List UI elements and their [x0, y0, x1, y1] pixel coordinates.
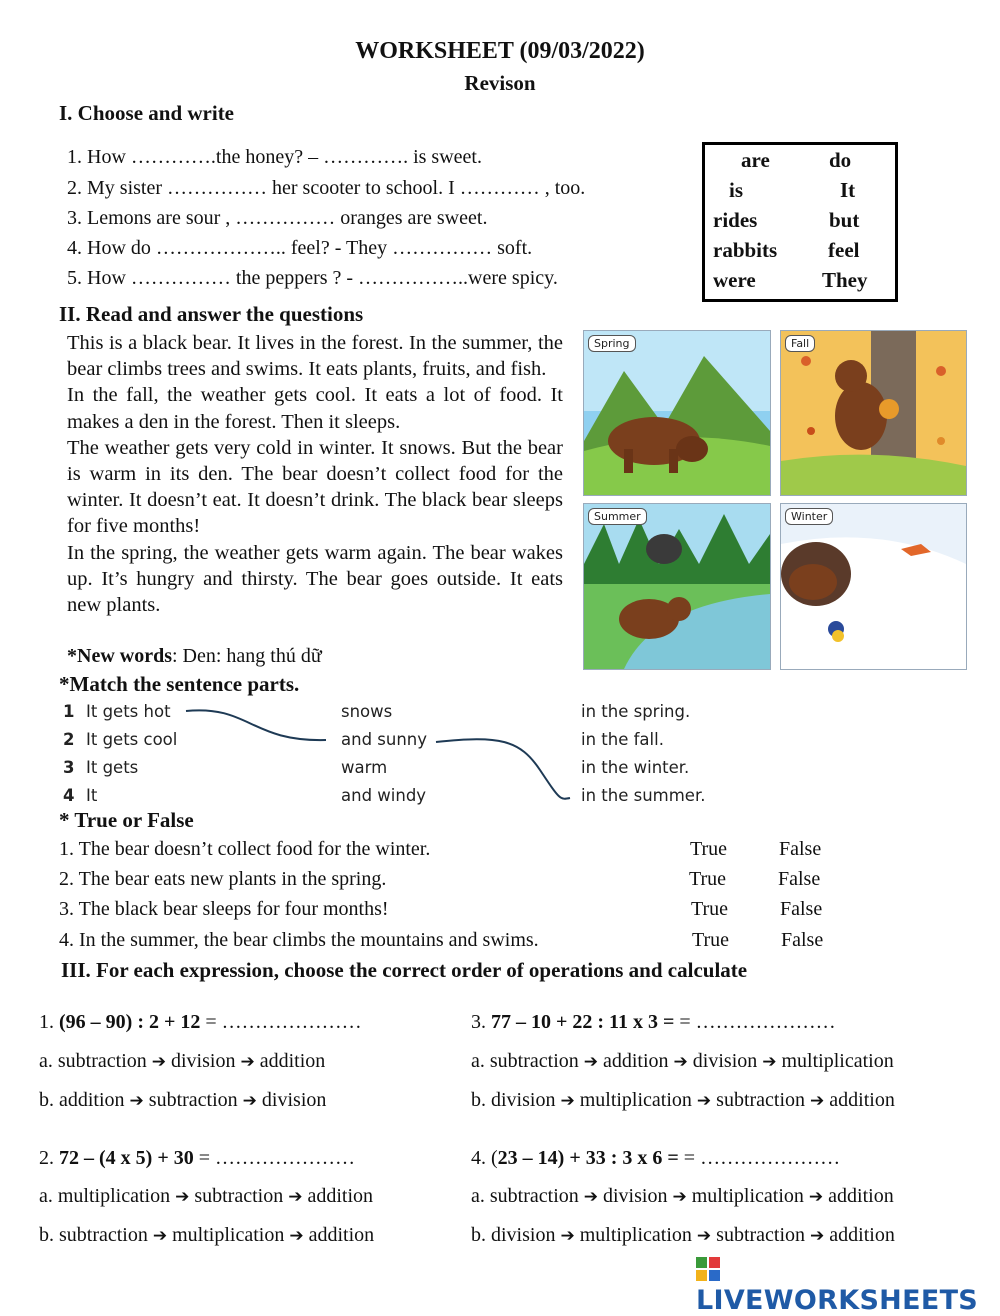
- arrow-right-icon: ➔: [289, 1226, 304, 1246]
- tf-item-4: 4. In the summer, the bear climbs the mountains and swims.: [59, 929, 539, 951]
- tf-false-4[interactable]: False: [781, 929, 824, 951]
- true-false-heading: * True or False: [59, 808, 194, 832]
- q4-expression: 4. (23 – 14) + 33 : 3 x 6 = = …………………: [471, 1147, 841, 1169]
- match-right-2: in the fall.: [581, 730, 664, 749]
- match-right-1: in the spring.: [581, 702, 691, 721]
- arrow-right-icon: ➔: [151, 1052, 166, 1072]
- arrow-right-icon: ➔: [175, 1187, 190, 1207]
- word-rabbits: rabbits: [713, 238, 778, 262]
- winter-label: Winter: [785, 508, 833, 525]
- arrow-right-icon: ➔: [762, 1052, 777, 1072]
- match-left-1: It gets hot: [86, 702, 171, 721]
- match-right-4: in the summer.: [581, 786, 706, 805]
- q1-expression: 1. (96 – 90) : 2 + 12 = …………………: [39, 1011, 362, 1033]
- match-left-num-1: 1: [63, 702, 75, 721]
- choose-line-3: 3. Lemons are sour , …………… oranges are sweet.: [67, 207, 488, 229]
- summer-label: Summer: [588, 508, 647, 525]
- match-line-2: [436, 739, 570, 799]
- liveworksheets-logo[interactable]: [696, 1254, 1000, 1316]
- match-left-num-4: 4: [63, 786, 75, 805]
- q2-option-b[interactable]: b. subtraction ➔ multiplication ➔ addition: [39, 1224, 375, 1246]
- fall-label: Fall: [785, 335, 815, 352]
- arrow-right-icon: ➔: [152, 1226, 168, 1246]
- arrow-right-icon: ➔: [810, 1226, 825, 1246]
- word-do: do: [829, 148, 852, 172]
- arrow-right-icon: ➔: [673, 1052, 688, 1072]
- new-words-label: *New words: [67, 645, 172, 667]
- tf-true-2[interactable]: True: [689, 868, 727, 890]
- q1-option-a[interactable]: a. subtraction ➔ division ➔ addition: [39, 1050, 326, 1072]
- liveworksheets-logo-text: LIVEWORKSHEETS: [696, 1285, 979, 1316]
- q3-expression: 3. 77 – 10 + 22 : 11 x 3 = = …………………: [471, 1011, 836, 1033]
- arrow-right-icon: ➔: [242, 1091, 257, 1111]
- q4-option-b[interactable]: b. division ➔ multiplication ➔ subtraction ➔ addition: [471, 1224, 895, 1246]
- section2-heading: II. Read and answer the questions: [59, 302, 364, 326]
- tf-true-3[interactable]: True: [691, 898, 729, 920]
- word-but: but: [829, 208, 860, 232]
- tf-false-3[interactable]: False: [780, 898, 823, 920]
- match-middle-2: and sunny: [341, 730, 428, 749]
- choose-line-5: 5. How …………… the peppers ? - ……………..were spicy.: [67, 267, 558, 289]
- match-middle-3: warm: [341, 758, 388, 777]
- choose-line-2: 2. My sister …………… her scooter to school. I ………… , too.: [67, 177, 586, 199]
- section1-heading: I. Choose and write: [59, 101, 235, 125]
- tf-true-4[interactable]: True: [692, 929, 730, 951]
- arrow-right-icon: ➔: [810, 1091, 825, 1111]
- word-were: were: [713, 268, 756, 292]
- match-left-3: It gets: [86, 758, 139, 777]
- choose-line-4: 4. How do ……………….. feel? - They …………… soft.: [67, 237, 533, 259]
- liveworksheets-logo-icon: [696, 1257, 720, 1281]
- word-is: is: [729, 178, 744, 202]
- q1-option-b[interactable]: b. addition ➔ subtraction ➔ division: [39, 1089, 327, 1111]
- tf-item-3: 3. The black bear sleeps for four months!: [59, 898, 389, 920]
- q3-option-b[interactable]: b. division ➔ multiplication ➔ subtraction ➔ addition: [471, 1089, 895, 1111]
- arrow-right-icon: ➔: [560, 1091, 575, 1111]
- word-rides: rides: [713, 208, 758, 232]
- tf-item-1: 1. The bear doesn’t collect food for the winter.: [59, 838, 431, 860]
- arrow-right-icon: ➔: [808, 1187, 824, 1207]
- word-feel: feel: [828, 238, 860, 262]
- word-they: They: [822, 268, 868, 292]
- tf-true-1[interactable]: True: [690, 838, 728, 860]
- passage-paragraph-2: In the fall, the weather gets cool. It eats a lot of food. It makes a den in the forest. Then it sleeps.: [67, 384, 563, 433]
- match-right-3: in the winter.: [581, 758, 690, 777]
- spring-label: Spring: [588, 335, 636, 352]
- arrow-right-icon: ➔: [288, 1187, 303, 1207]
- arrow-right-icon: ➔: [560, 1226, 575, 1246]
- passage-paragraph-4: In the spring, the weather gets warm again. The bear wakes up. It’s hungry and thirsty. The bear goes outside. It eats new plants.: [67, 541, 563, 617]
- passage-paragraph-3: The weather gets very cold in winter. It snows. But the bear is warm in its den. The bear doesn’t collect food for the winter. It doesn’t eat. It doesn’t drink. The black bear sleeps for five months!: [67, 436, 563, 538]
- tf-item-2: 2. The bear eats new plants in the spring.: [59, 868, 387, 890]
- word-it: It: [840, 178, 856, 202]
- q3-option-a[interactable]: a. subtraction ➔ addition ➔ division ➔ multiplication: [471, 1050, 894, 1072]
- match-line-1: [186, 710, 326, 740]
- arrow-right-icon: ➔: [696, 1091, 712, 1111]
- match-middle-1: snows: [341, 702, 393, 721]
- q2-option-a[interactable]: a. multiplication ➔ subtraction ➔ addition: [39, 1185, 374, 1207]
- arrow-right-icon: ➔: [583, 1052, 598, 1072]
- match-heading: *Match the sentence parts.: [59, 672, 300, 696]
- passage-paragraph-1: This is a black bear. It lives in the forest. In the summer, the bear climbs trees and swims. It eats plants, fruits, and fish.: [67, 332, 563, 381]
- q2-expression: 2. 72 – (4 x 5) + 30 = …………………: [39, 1147, 355, 1169]
- match-middle-4: and windy: [341, 786, 427, 805]
- match-left-4: It: [86, 786, 98, 805]
- match-left-num-3: 3: [63, 758, 75, 777]
- arrow-right-icon: ➔: [672, 1187, 687, 1207]
- match-left-num-2: 2: [63, 730, 75, 749]
- word-are: are: [741, 148, 770, 172]
- section3-heading: III. For each expression, choose the correct order of operations and calculate: [61, 958, 748, 982]
- arrow-right-icon: ➔: [696, 1226, 712, 1246]
- arrow-right-icon: ➔: [240, 1052, 255, 1072]
- arrow-right-icon: ➔: [129, 1091, 144, 1111]
- worksheet-title: WORKSHEET (09/03/2022): [355, 38, 645, 64]
- choose-line-1: 1. How ………….the honey? – …………. is sweet.: [67, 146, 482, 168]
- match-left-2: It gets cool: [86, 730, 178, 749]
- tf-false-1[interactable]: False: [779, 838, 822, 860]
- new-words-text: : Den: hang thú dữ: [172, 645, 322, 667]
- tf-false-2[interactable]: False: [778, 868, 821, 890]
- q4-option-a[interactable]: a. subtraction ➔ division ➔ multiplication ➔ addition: [471, 1185, 894, 1207]
- arrow-right-icon: ➔: [583, 1187, 598, 1207]
- worksheet-subtitle: Revison: [464, 71, 536, 95]
